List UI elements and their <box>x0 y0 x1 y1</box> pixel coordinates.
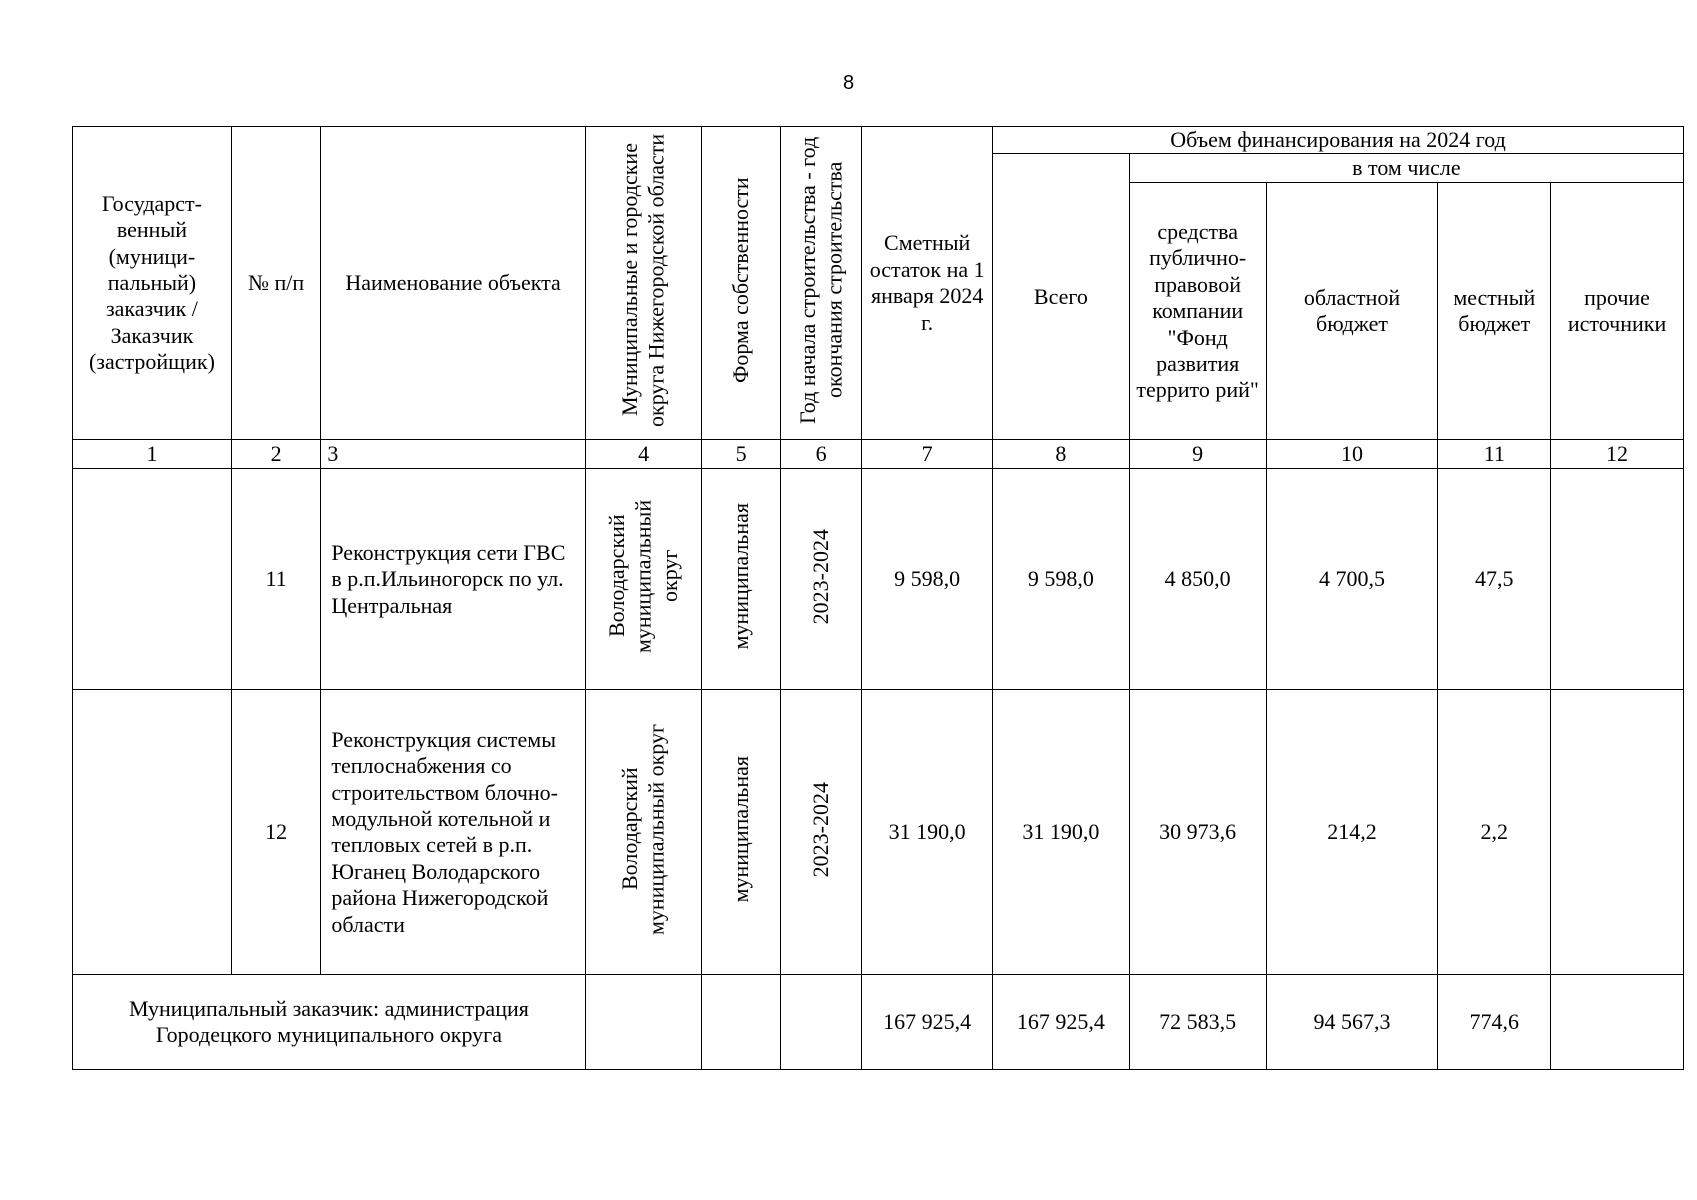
column-number: 1 <box>73 440 232 469</box>
header-estimate: Сметный остаток на 1 января 2024 г. <box>862 127 993 440</box>
header-regional: областной бюджет <box>1266 183 1438 440</box>
row-num: 11 <box>231 469 320 690</box>
row-fund: 4 850,0 <box>1129 469 1266 690</box>
row-estimate: 31 190,0 <box>862 690 993 975</box>
row-total: 31 190,0 <box>993 690 1130 975</box>
column-number: 11 <box>1438 440 1551 469</box>
row-years-cell <box>780 469 861 690</box>
row-ownership: муниципальная <box>727 755 753 903</box>
summary-local: 774,6 <box>1438 975 1551 1070</box>
row-ownership-cell <box>702 690 780 975</box>
header-years-cell <box>780 127 861 440</box>
column-number: 4 <box>585 440 702 469</box>
row-customer <box>73 469 232 690</box>
summary-empty <box>702 975 780 1070</box>
row-ownership: муниципальная <box>727 502 753 650</box>
header-including: в том числе <box>1129 154 1683 183</box>
header-customer: Государст-венный (муници-пальный) заказчик / Заказчик (застройщик) <box>73 127 232 440</box>
summary-total: 167 925,4 <box>993 975 1130 1070</box>
header-object-name: Наименование объекта <box>321 127 585 440</box>
summary-fund: 72 583,5 <box>1129 975 1266 1070</box>
row-municipality-cell <box>585 469 702 690</box>
header-local: местный бюджет <box>1438 183 1551 440</box>
row-other <box>1551 690 1684 975</box>
summary-row <box>73 975 1684 1070</box>
row-customer <box>73 690 232 975</box>
header-row-1 <box>73 127 1684 154</box>
column-number-row <box>73 440 1684 469</box>
row-local: 2,2 <box>1438 690 1551 975</box>
table-row <box>73 690 1684 975</box>
row-object-name: Реконструкция системы теплоснабжения со строительством блочно-модульной котельной и тепловых сетей в р.п. Юганец Володарского района Нижегородской области <box>321 690 585 975</box>
row-regional: 4 700,5 <box>1266 469 1438 690</box>
row-ownership-cell <box>702 469 780 690</box>
summary-empty <box>780 975 861 1070</box>
row-municipality: Володарский муниципальный округ <box>617 723 669 935</box>
header-total: Всего <box>993 154 1130 440</box>
column-number: 8 <box>993 440 1130 469</box>
header-funding-group: Объем финансирования на 2024 год <box>993 127 1684 154</box>
summary-regional: 94 567,3 <box>1266 975 1438 1070</box>
page-number: 8 <box>842 72 855 94</box>
column-number: 7 <box>862 440 993 469</box>
header-num: № п/п <box>231 127 320 440</box>
header-other: прочие источники <box>1551 183 1684 440</box>
table-row <box>73 469 1684 690</box>
row-local: 47,5 <box>1438 469 1551 690</box>
row-municipality: Володарский муниципальный округ <box>604 499 682 653</box>
row-years: 2023-2024 <box>807 528 833 624</box>
row-total: 9 598,0 <box>993 469 1130 690</box>
row-other <box>1551 469 1684 690</box>
column-number: 10 <box>1266 440 1438 469</box>
row-estimate: 9 598,0 <box>862 469 993 690</box>
column-number: 9 <box>1129 440 1266 469</box>
row-object-name: Реконструкция сети ГВС в р.п.Ильиногорск по ул. Центральная <box>321 469 585 690</box>
row-regional: 214,2 <box>1266 690 1438 975</box>
header-fund: средства публично-правовой компании "Фонд развития террито рий" <box>1129 183 1266 440</box>
row-municipality-cell <box>585 690 702 975</box>
column-number: 2 <box>231 440 320 469</box>
row-num: 12 <box>231 690 320 975</box>
column-number: 6 <box>780 440 861 469</box>
column-number: 5 <box>702 440 780 469</box>
header-ownership-cell <box>702 127 780 440</box>
financing-table <box>72 126 1684 1070</box>
summary-estimate: 167 925,4 <box>862 975 993 1070</box>
summary-label: Муниципальный заказчик: администрация Городецкого муниципального округа <box>73 975 586 1070</box>
header-municipality-cell <box>585 127 702 440</box>
row-years-cell <box>780 690 861 975</box>
header-ownership: Форма собственности <box>727 177 753 383</box>
column-number: 12 <box>1551 440 1684 469</box>
column-number: 3 <box>321 440 585 469</box>
summary-empty <box>585 975 702 1070</box>
summary-other <box>1551 975 1684 1070</box>
header-years: Год начала строительства - год окончания строительства <box>794 136 847 424</box>
header-municipality: Муниципальные и городские округа Нижегородской области <box>617 133 669 427</box>
row-fund: 30 973,6 <box>1129 690 1266 975</box>
row-years: 2023-2024 <box>807 781 833 877</box>
